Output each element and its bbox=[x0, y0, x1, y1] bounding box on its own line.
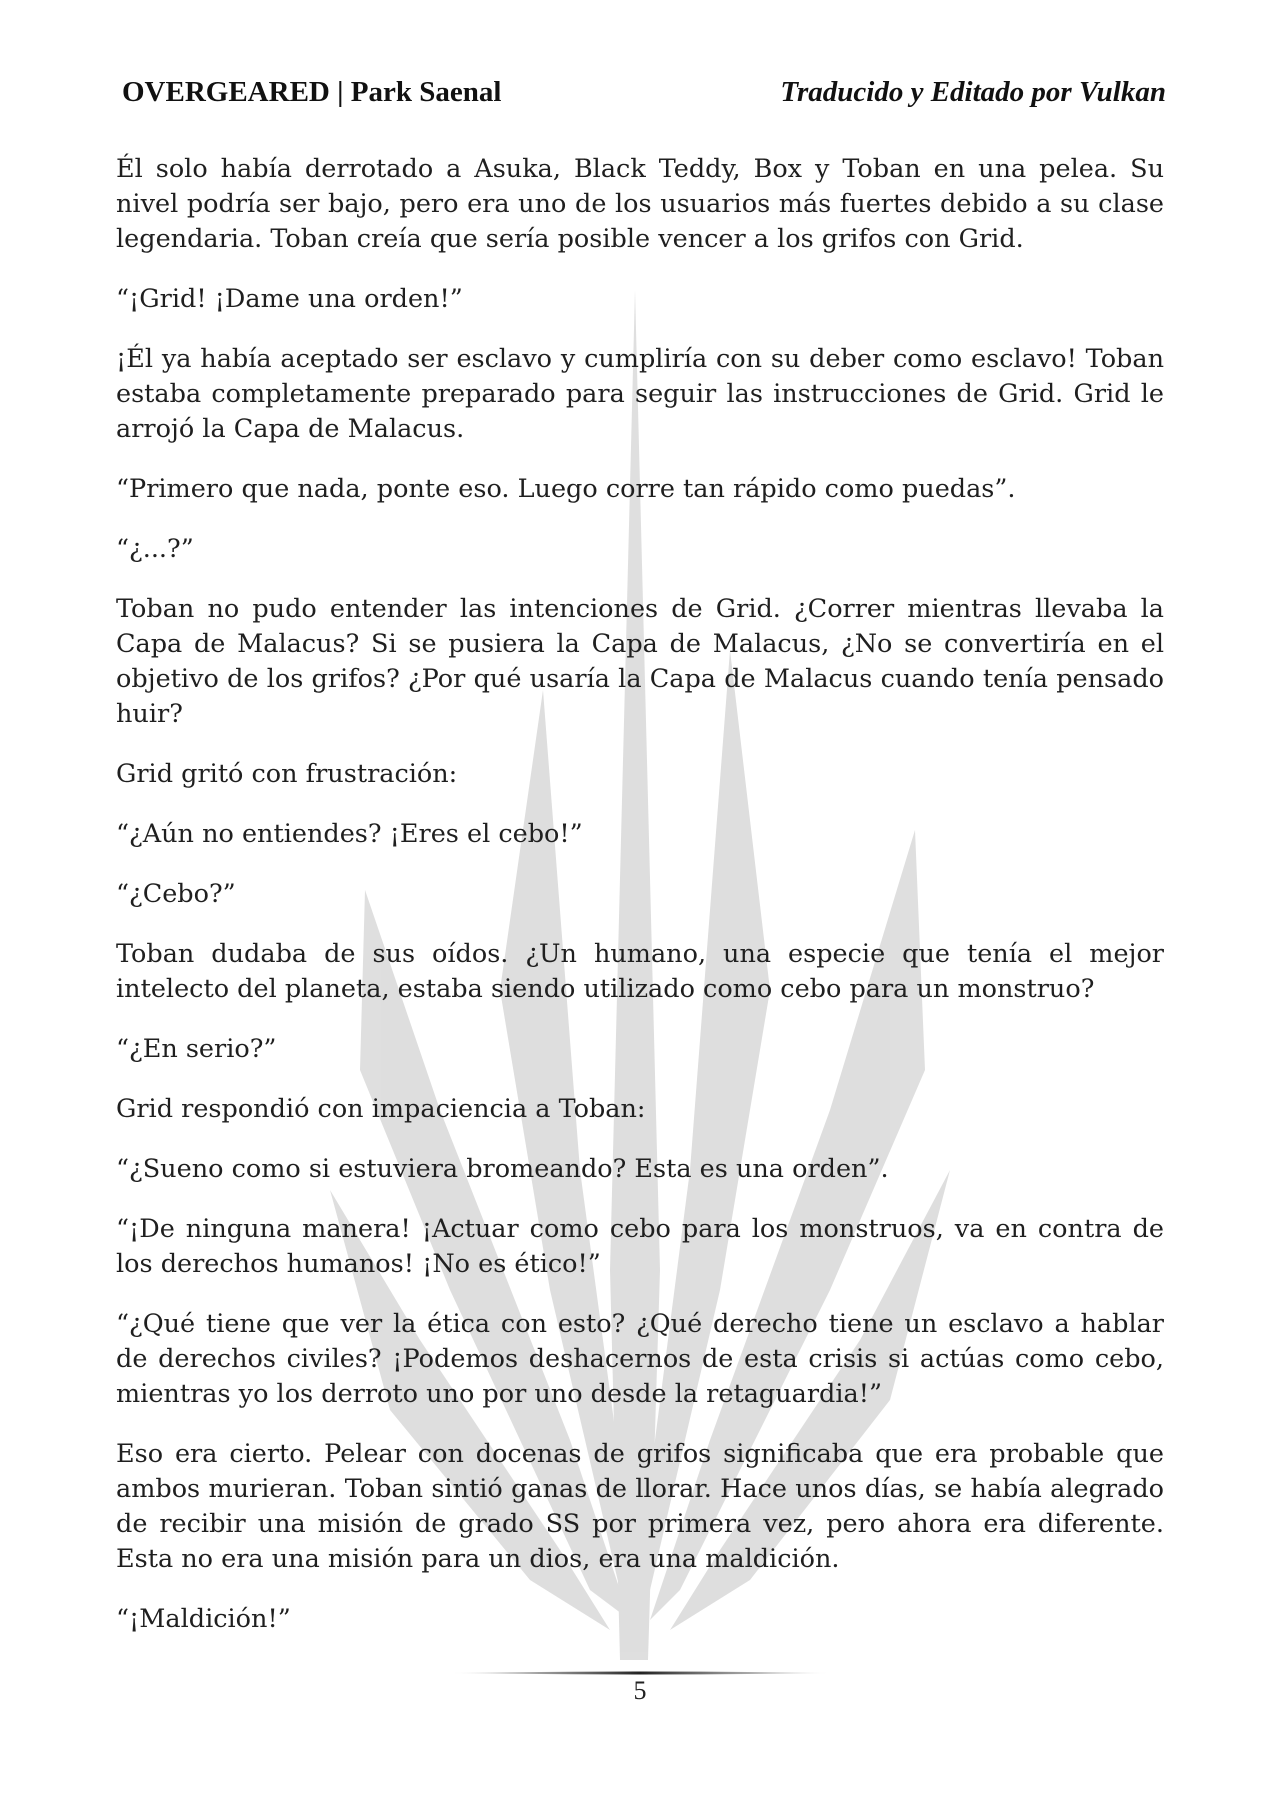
page-header bbox=[122, 76, 1166, 109]
paragraph: “¿...?” bbox=[116, 534, 194, 564]
paragraph: Eso era cierto. Pelear con docenas de grifos significaba que era probable que ambos murieran. Toban sintió ganas de llorar. Hace unos días, se había alegrado de recibir una misión de grado SS por primera vez, pero ahora era diferente. Esta no era una misión para un dios, era una maldición. bbox=[116, 1439, 1164, 1574]
paragraph: “¡Maldición!” bbox=[116, 1604, 291, 1634]
paragraph: Toban dudaba de sus oídos. ¿Un humano, una especie que tenía el mejor intelecto del planeta, estaba siendo utilizado como cebo para un monstruo? bbox=[116, 939, 1164, 1004]
paragraph: “¿Qué tiene que ver la ética con esto? ¿Qué derecho tiene un esclavo a hablar de derechos civiles? ¡Podemos deshacernos de esta crisis si actúas como cebo, mientras yo los derroto uno por uno desde la retaguardia!” bbox=[116, 1309, 1164, 1409]
paragraph: “¿Aún no entiendes? ¡Eres el cebo!” bbox=[116, 819, 583, 849]
paragraph: “¡Grid! ¡Dame una orden!” bbox=[116, 284, 463, 314]
body-text bbox=[116, 152, 1164, 1662]
paragraph: Grid respondió con impaciencia a Toban: bbox=[116, 1094, 646, 1124]
header-translator-credit: Traducido y Editado por Vulkan bbox=[780, 76, 1166, 108]
page-number: 5 bbox=[633, 1676, 647, 1705]
paragraph: “¡De ninguna manera! ¡Actuar como cebo para los monstruos, va en contra de los derechos humanos! ¡No es ético!” bbox=[116, 1214, 1164, 1279]
paragraph: Grid gritó con frustración: bbox=[116, 759, 458, 789]
paragraph: “¿Sueno como si estuviera bromeando? Esta es una orden”. bbox=[116, 1154, 889, 1184]
paragraph: Toban no pudo entender las intenciones de Grid. ¿Correr mientras llevaba la Capa de Malacus? Si se pusiera la Capa de Malacus, ¿No se convertiría en el objetivo de los grifos? ¿Por qué usaría la Capa de Malacus cuando tenía pensado huir? bbox=[116, 594, 1164, 729]
paragraph: Él solo había derrotado a Asuka, Black Teddy, Box y Toban en una pelea. Su nivel podría ser bajo, pero era uno de los usuarios más fuertes debido a su clase legendaria. Toban creía que sería posible vencer a los grifos con Grid. bbox=[116, 154, 1164, 254]
paragraph: “Primero que nada, ponte eso. Luego corre tan rápido como puedas”. bbox=[116, 474, 1016, 504]
paragraph: “¿En serio?” bbox=[116, 1034, 277, 1064]
paragraph: “¿Cebo?” bbox=[116, 879, 236, 909]
header-book-title: OVERGEARED | Park Saenal bbox=[122, 76, 502, 108]
paragraph: ¡Él ya había aceptado ser esclavo y cumpliría con su deber como esclavo! Toban estaba completamente preparado para seguir las instrucciones de Grid. Grid le arrojó la Capa de Malacus. bbox=[116, 344, 1164, 444]
